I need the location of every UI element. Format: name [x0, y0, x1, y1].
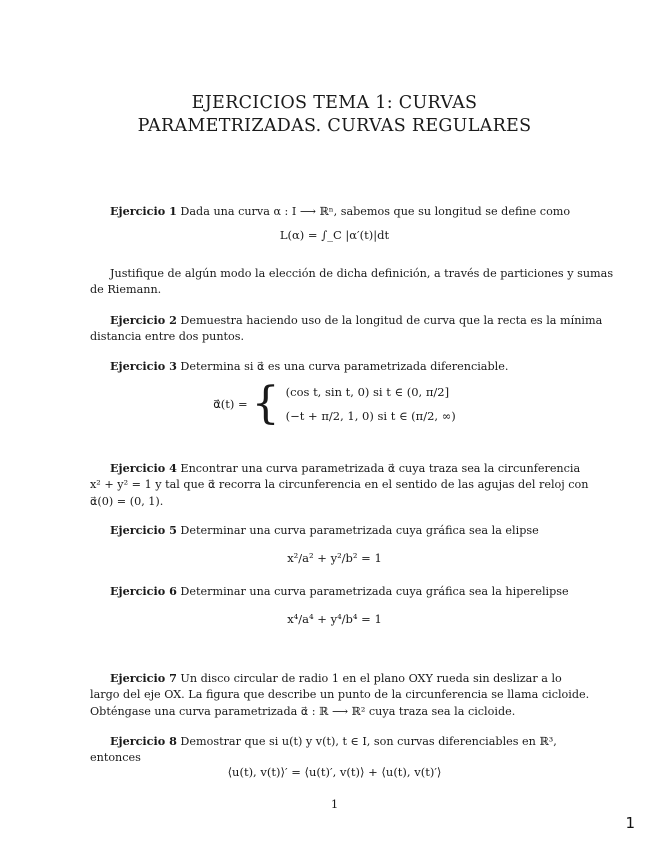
formula-length: L(α) = ∫_C |α′(t)|dt: [279, 228, 390, 242]
exercise-1: [90, 203, 579, 220]
exercise-label: Ejercicio 1: [110, 204, 177, 218]
case-1: (cos t, sin t, 0) si t ∈ (0, π/2]: [285, 385, 450, 399]
exercise-label: Ejercicio 4: [110, 461, 177, 475]
formula-hyperellipse: x⁴/a⁴ + y⁴/b⁴ = 1: [287, 612, 382, 626]
viewer-page-indicator: 1: [625, 814, 635, 832]
piecewise-lhs: α⃗(t) =: [213, 397, 248, 411]
formula-ellipse: x²/a² + y²/b² = 1: [287, 551, 382, 565]
left-brace: {: [251, 378, 280, 429]
exercise-2: Ejercicio 2 Demuestra haciendo uso de la longitud de curva que la recta es la mínima distancia entre dos puntos.: [90, 313, 603, 344]
page-number: 1: [330, 797, 339, 811]
exercise-text: Determinar una curva parametrizada cuya gráfica sea la hiperelipse: [176, 585, 569, 598]
case-2: (−t + π/2, 1, 0) si t ∈ (π/2, ∞): [285, 409, 456, 423]
exercise-5: [90, 522, 579, 539]
exercise-label: Ejercicio 5: [110, 523, 177, 537]
exercise-6: [90, 583, 579, 600]
exercise-text: Dada una curva α : I ⟶ ℝⁿ, sabemos que su longitud se define como: [176, 205, 571, 218]
exercise-1-followup: Justifique de algún modo la elección de dicha definición, a través de particiones y sumas de Riemann.: [90, 267, 614, 297]
exercise-7: Ejercicio 7 Un disco circular de radio 1 en el plano OXY rueda sin deslizar a lo largo del eje OX. La figura que describe un punto de la circunferencia se llama cicloide. Obténgase una curva parametrizada α⃗ : ℝ ⟶ ℝ² cuya traza sea la cicloide.: [90, 671, 590, 718]
exercise-label: Ejercicio 3: [110, 359, 177, 373]
title-line-1: EJERCICIOS TEMA 1: CURVAS: [191, 93, 478, 113]
exercise-4: Ejercicio 4 Encontrar una curva parametrizada α⃗ cuya traza sea la circunferencia x² + y² = 1 y tal que α⃗ recorra la circunferencia en el sentido de las agujas del reloj con α⃗(0) = (0, 1).: [90, 461, 589, 508]
exercise-8: Ejercicio 8 Demostrar que si u(t) y v(t), t ∈ I, son curvas diferenciables en ℝ³, entonces: [90, 734, 557, 765]
piecewise-formula: [90, 380, 579, 428]
exercise-label: Ejercicio 7: [110, 671, 177, 685]
exercise-text: Determina si α⃗ es una curva parametrizada diferenciable.: [176, 360, 509, 373]
document-title: [60, 92, 609, 138]
exercise-label: Ejercicio 8: [110, 734, 177, 748]
exercise-label: Ejercicio 2: [110, 313, 177, 327]
formula-inner-product: ⟨u(t), v(t)⟩′ = ⟨u(t)′, v(t)⟩ + ⟨u(t), v(t)′⟩: [227, 765, 442, 779]
title-line-2: PARAMETRIZADAS. CURVAS REGULARES: [137, 116, 532, 136]
exercise-label: Ejercicio 6: [110, 584, 177, 598]
piecewise-cases: [286, 380, 456, 428]
exercise-text: Determinar una curva parametrizada cuya gráfica sea la elipse: [176, 524, 539, 537]
exercise-3: [90, 358, 579, 375]
